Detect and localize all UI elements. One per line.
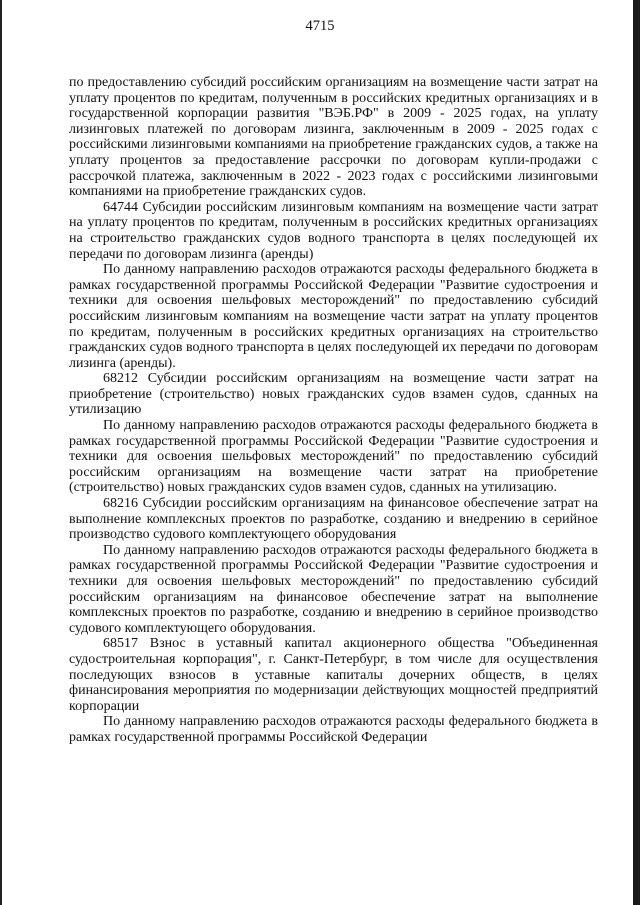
paragraph-continuation: по предоставлению субсидий российским организациям на возмещение части затрат на уплату процентов по кредитам, полученным в российских кредитных организациях и в государственной корпорации развития "ВЭБ.РФ" в 2009 - 2025 годах, на уплату лизинговых платежей по договорам лизинга, заключенным в 2009 - 2025 годах с российскими лизинговыми компаниями на приобретение гражданских судов, а также на уплату процентов за предоставление рассрочки по договорам купли-продажи с рассрочкой платежа, заключенным в 2022 - 2023 годах с российскими лизинговыми компаниями на приобретение гражданских судов.: [69, 75, 598, 200]
paragraph-68216-heading: 68216 Субсидии российским организациям на финансовое обеспечение затрат на выполнение комплексных проектов по разработке, созданию и внедрению в серийное производство судового комплектующего оборудования: [69, 496, 598, 543]
paragraph-68212-description: По данному направлению расходов отражаются расходы федерального бюджета в рамках государственной программы Российской Федерации "Развитие судостроения и техники для освоения шельфовых месторождений" по предоставлению субсидий российским организациям на возмещение части затрат на приобретение (строительство) новых гражданских судов взамен судов, сданных на утилизацию.: [69, 418, 598, 496]
paragraph-64744-heading: 64744 Субсидии российским лизинговым компаниям на возмещение части затрат на уплату процентов по кредитам, полученным в российских кредитных организациях на строительство гражданских судов водного транспорта в целях последующей их передачи по договорам лизинга (аренды): [69, 199, 598, 262]
document-body: [69, 75, 598, 746]
paragraph-68212-heading: 68212 Субсидии российским организациям на возмещение части затрат на приобретение (строительство) новых гражданских судов взамен судов, сданных на утилизацию: [69, 371, 598, 418]
page-number: 4715: [305, 18, 335, 34]
paragraph-64744-description: По данному направлению расходов отражаются расходы федерального бюджета в рамках государственной программы Российской Федерации "Развитие судостроения и техники для освоения шельфовых месторождений" по предоставлению субсидий российским лизинговым компаниям на возмещение части затрат на уплату процентов по кредитам, полученным в российских кредитных организациях на строительство гражданских судов водного транспорта в целях последующей их передачи по договорам лизинга (аренды).: [69, 262, 598, 371]
paragraph-68517-heading: 68517 Взнос в уставный капитал акционерного общества "Объединенная судостроительная корпорация", г. Санкт-Петербург, в том числе для осуществления последующих взносов в уставные капиталы дочерних обществ, в целях финансирования мероприятия по модернизации действующих мощностей предприятий корпорации: [69, 636, 598, 714]
scan-left-edge: [0, 0, 2, 905]
paragraph-68216-description: По данному направлению расходов отражаются расходы федерального бюджета в рамках государственной программы Российской Федерации "Развитие судостроения и техники для освоения шельфовых месторождений" по предоставлению субсидий российским организациям на финансовое обеспечение затрат на выполнение комплексных проектов по разработке, созданию и внедрению в серийное производство судового комплектующего оборудования.: [69, 542, 598, 636]
paragraph-68517-description: По данному направлению расходов отражаются расходы федерального бюджета в рамках государственной программы Российской Федерации: [69, 714, 598, 745]
scan-right-edge: [633, 0, 640, 905]
